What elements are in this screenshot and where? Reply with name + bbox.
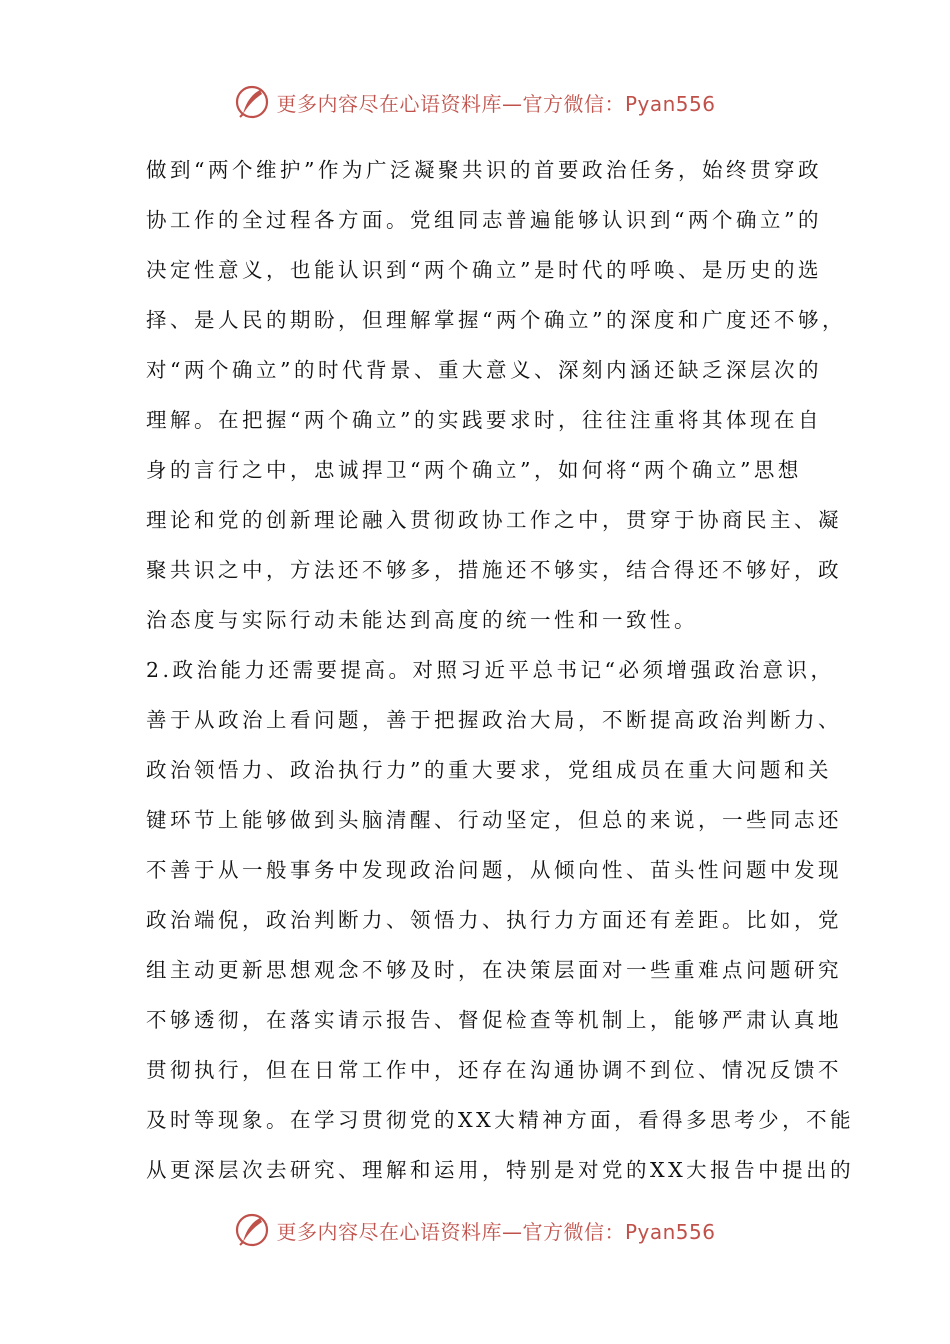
text-line: 从更深层次去研究、理解和运用，特别是对党的XX大报告中提出的	[146, 1158, 855, 1182]
text-line: 政治端倪，政治判断力、领悟力、执行力方面还有差距。比如，党	[146, 908, 842, 932]
banner-text: 更多内容尽在心语资料库—官方微信：Pyan556	[276, 91, 716, 116]
text-line: 理论和党的创新理论融入贯彻政协工作之中，贯穿于协商民主、凝	[146, 508, 842, 532]
footer-banner	[0, 1210, 950, 1250]
text-line: 不够透彻，在落实请示报告、督促检查等机制上，能够严肃认真地	[146, 1008, 842, 1032]
text-line: 及时等现象。在学习贯彻党的XX大精神方面，看得多思考少，不能	[146, 1108, 855, 1132]
text-line: 2.政治能力还需要提高。对照习近平总书记“必须增强政治意识，	[146, 658, 835, 682]
text-line: 组主动更新思想观念不够及时，在决策层面对一些重难点问题研究	[146, 958, 842, 982]
text-line: 理解。在把握“两个确立”的实践要求时，往往注重将其体现在自	[146, 408, 822, 432]
document-body	[146, 145, 855, 1195]
text-line: 治态度与实际行动未能达到高度的统一性和一致性。	[146, 608, 698, 632]
text-line: 做到“两个维护”作为广泛凝聚共识的首要政治任务，始终贯穿政	[146, 158, 822, 182]
text-line: 贯彻执行，但在日常工作中，还存在沟通协调不到位、情况反馈不	[146, 1058, 842, 1082]
text-line: 身的言行之中，忠诚捍卫“两个确立”，如何将“两个确立”思想	[146, 458, 802, 482]
header-banner	[0, 82, 950, 122]
quill-pen-icon	[234, 1212, 270, 1248]
text-line: 决定性意义，也能认识到“两个确立”是时代的呼唤、是历史的选	[146, 258, 822, 282]
text-line: 择、是人民的期盼，但理解掌握“两个确立”的深度和广度还不够，	[146, 308, 846, 332]
text-line: 善于从政治上看问题，善于把握政治大局，不断提高政治判断力、	[146, 708, 842, 732]
text-line: 协工作的全过程各方面。党组同志普遍能够认识到“两个确立”的	[146, 208, 822, 232]
banner-text: 更多内容尽在心语资料库—官方微信：Pyan556	[276, 1219, 716, 1244]
text-line: 不善于从一般事务中发现政治问题，从倾向性、苗头性问题中发现	[146, 858, 842, 882]
text-line: 政治领悟力、政治执行力”的重大要求，党组成员在重大问题和关	[146, 758, 832, 782]
text-line: 键环节上能够做到头脑清醒、行动坚定，但总的来说，一些同志还	[146, 808, 842, 832]
quill-pen-icon	[234, 84, 270, 120]
text-line: 对“两个确立”的时代背景、重大意义、深刻内涵还缺乏深层次的	[146, 358, 822, 382]
text-line: 聚共识之中，方法还不够多，措施还不够实，结合得还不够好，政	[146, 558, 842, 582]
